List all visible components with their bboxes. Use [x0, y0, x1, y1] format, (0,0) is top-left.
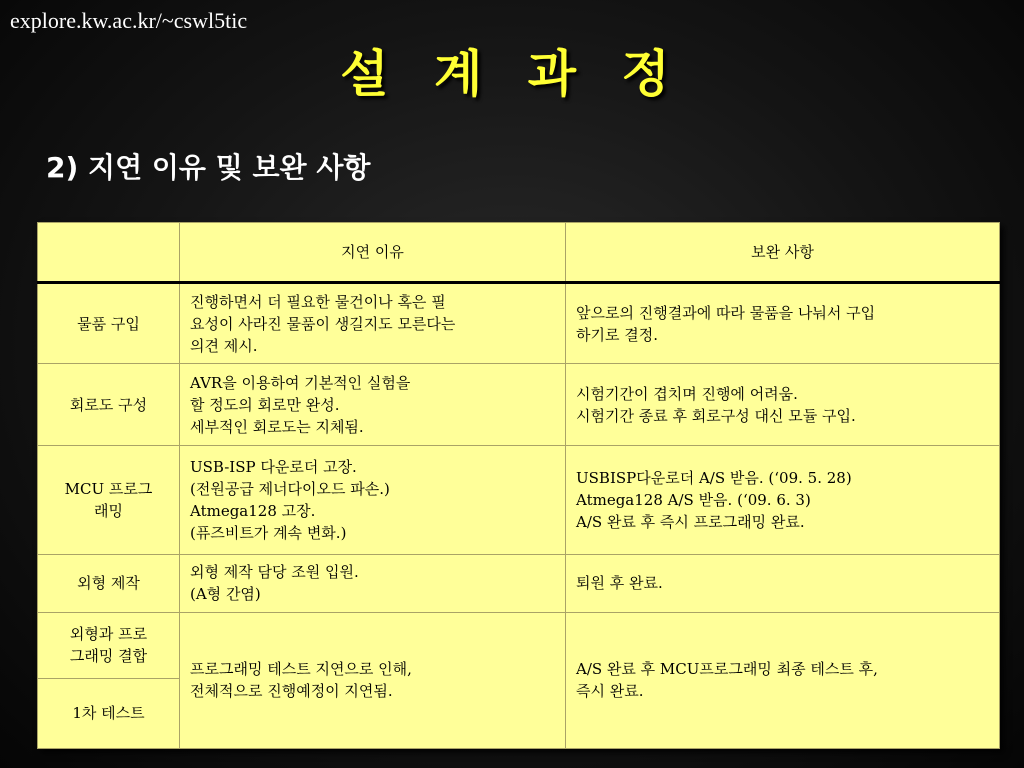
- row-category: [38, 283, 180, 364]
- row-reason-line: 외형 제작 담당 조원 입원.: [190, 563, 359, 582]
- row-reason-line: USB-ISP 다운로더 고장.: [190, 457, 357, 476]
- row-category: [38, 554, 180, 612]
- row-reason-line: 할 정도의 회로만 완성.: [190, 395, 340, 414]
- row-reason-line: 진행하면서 더 필요한 물건이나 혹은 필: [190, 292, 446, 311]
- row-fix-line: 시험기간 종료 후 회로구성 대신 모듈 구입.: [576, 406, 856, 425]
- row-reason: [180, 364, 566, 446]
- row-category-line: 1차 테스트: [72, 704, 145, 723]
- table-row: [38, 612, 1000, 678]
- header-cell-fix: 보완 사항: [566, 223, 1000, 283]
- row-fix: [566, 364, 1000, 446]
- row-fix-line: 퇴원 후 완료.: [576, 574, 663, 593]
- row-category: [38, 612, 180, 678]
- table-row: [38, 446, 1000, 554]
- table-row: [38, 554, 1000, 612]
- row-reason-line: 프로그래밍 테스트 지연으로 인해,: [190, 660, 412, 679]
- row-category: [38, 364, 180, 446]
- url-caption: explore.kw.ac.kr/~cswl5tic: [10, 8, 248, 33]
- slide-title: 설 계 과 정: [340, 45, 684, 103]
- row-fix-line: 즉시 완료.: [576, 682, 644, 701]
- row-category-line: 외형 제작: [77, 574, 140, 593]
- row-category-line: MCU 프로그: [64, 479, 153, 498]
- row-fix-line: Atmega128 A/S 받음. (‘09. 6. 3): [576, 490, 811, 509]
- row-fix: [566, 446, 1000, 554]
- row-reason-line: 전체적으로 진행예정이 지연됨.: [190, 682, 393, 701]
- row-reason-line: AVR을 이용하여 기본적인 실험을: [190, 373, 411, 392]
- row-reason-line: 요성이 사라진 물품이 생길지도 모른다는: [190, 314, 456, 333]
- table-header-row: [38, 223, 1000, 283]
- row-fix: [566, 283, 1000, 364]
- header-cell-reason: 지연 이유: [180, 223, 566, 283]
- row-category-line: 그래밍 결합: [69, 647, 148, 666]
- row-fix-line: 시험기간이 겹치며 진행에 어려움.: [576, 384, 798, 403]
- table-row: [38, 283, 1000, 364]
- row-fix: [566, 612, 1000, 748]
- row-fix: [566, 554, 1000, 612]
- row-category-line: 물품 구입: [77, 314, 140, 333]
- header-cell-empty: [38, 223, 180, 283]
- row-fix-line: A/S 완료 후 즉시 프로그래밍 완료.: [576, 512, 805, 531]
- row-reason: [180, 446, 566, 554]
- slide-subtitle: 2) 지연 이유 및 보완 사항: [46, 151, 371, 184]
- row-category-line: 외형과 프로: [69, 625, 148, 644]
- row-reason: [180, 554, 566, 612]
- row-fix-line: A/S 완료 후 MCU프로그래밍 최종 테스트 후,: [576, 660, 878, 679]
- row-fix-line: 앞으로의 진행결과에 따라 물품을 나눠서 구입: [576, 303, 876, 322]
- row-reason-line: Atmega128 고장.: [190, 501, 316, 520]
- row-category-line: 회로도 구성: [69, 395, 148, 414]
- row-category-line: 래밍: [94, 501, 123, 520]
- table-row: [38, 364, 1000, 446]
- row-reason: [180, 283, 566, 364]
- row-category: [38, 446, 180, 554]
- row-reason-line: (A형 간염): [190, 585, 261, 604]
- row-reason-line: 세부적인 회로도는 지체됨.: [190, 417, 364, 436]
- row-fix-line: 하기로 결정.: [576, 325, 658, 344]
- row-fix-line: USBISP다운로더 A/S 받음. (‘09. 5. 28): [576, 468, 852, 487]
- row-reason: [180, 612, 566, 748]
- row-reason-line: 의견 제시.: [190, 336, 258, 355]
- row-category: [38, 678, 180, 748]
- row-reason-line: (퓨즈비트가 계속 변화.): [190, 523, 347, 542]
- delay-table: [37, 222, 1000, 749]
- row-reason-line: (전원공급 제너다이오드 파손.): [190, 479, 390, 498]
